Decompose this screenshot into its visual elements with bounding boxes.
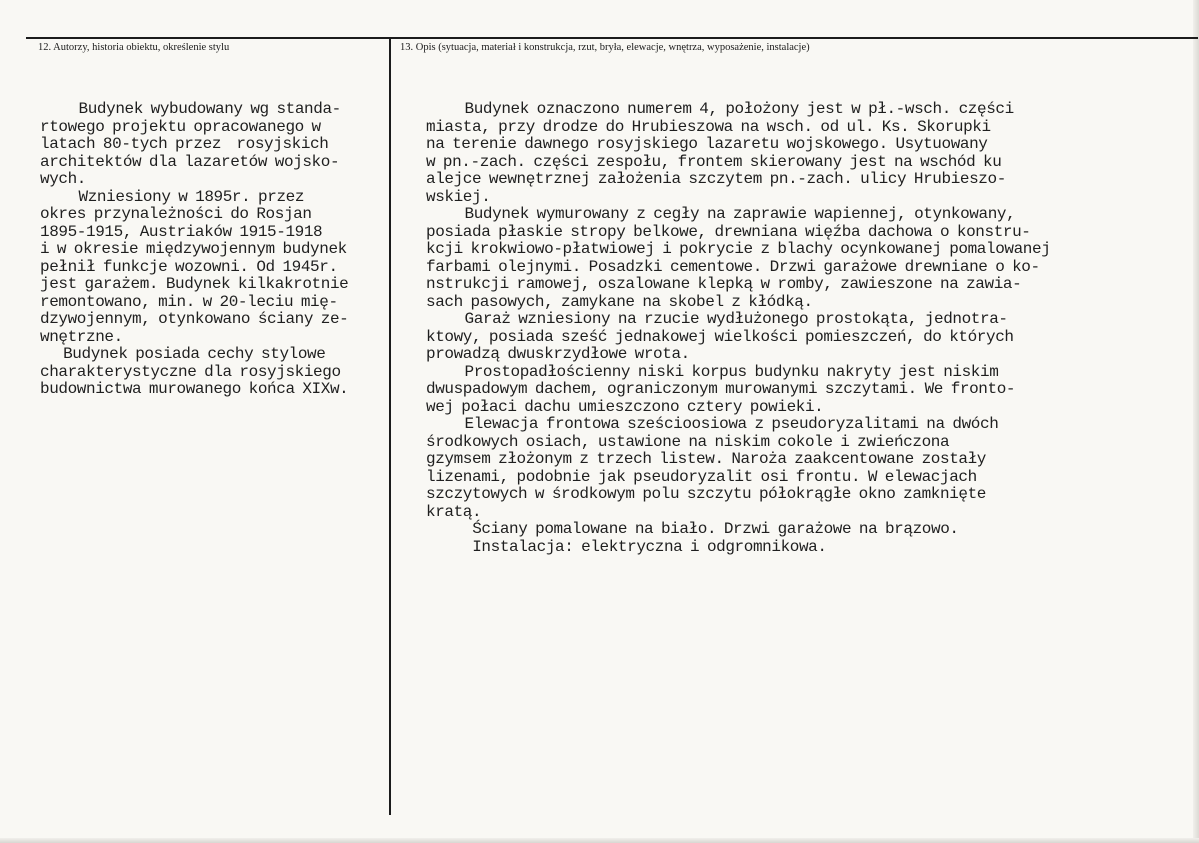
text-line: miasta, przy drodze do Hrubieszowa na wsch. od ul. Ks. Skorupki xyxy=(426,117,991,136)
text-line: farbami olejnymi. Posadzki cementowe. Drzwi garażowe drewniane o ko- xyxy=(426,257,1040,276)
text-line: wych. xyxy=(40,170,87,188)
text-line: Garaż wzniesiony na rzucie wydłużonego prostokąta, jednotra- xyxy=(426,310,1008,328)
text-line: Instalacja: elektryczna i odgromnikowa. xyxy=(426,537,827,556)
page-edge-bottom xyxy=(0,838,1199,843)
text-line: 1895-1915, Austriaków 1915-1918 xyxy=(40,222,323,241)
text-line: ktowy, posiada sześć jednakowej wielkości pomieszczeń, do których xyxy=(426,327,1014,346)
text-line: sach pasowych, zamykane na skobel z kłódką. xyxy=(426,292,813,311)
text-line: pełnił funkcje wozowni. Od 1945r. xyxy=(40,257,338,276)
text-line: latach 80-tych przez rosyjskich xyxy=(40,135,329,153)
text-line: Prostopadłościenny niski korpus budynku nakryty jest niskim xyxy=(426,362,999,381)
text-line: Ściany pomalowane na biało. Drzwi garażowe na brązowo. xyxy=(426,520,959,538)
text-line: jest garażem. Budynek kilkakrotnie xyxy=(40,275,349,293)
text-line: dwuspadowym dachem, ograniczonym murowanymi szczytami. We fronto- xyxy=(426,380,1016,398)
text-line: Budynek posiada cechy stylowe xyxy=(40,345,326,363)
text-line: wskiej. xyxy=(426,187,491,206)
text-line: na terenie dawnego rosyjskiego lazaretu wojskowego. Usytuowany xyxy=(426,135,988,153)
text-line: lizenami, podobnie jak pseudoryzalit osi frontu. W elewacjach xyxy=(426,467,977,486)
page-edge-right xyxy=(1193,0,1199,843)
text-line: prowadzą dwuskrzydłowe wrota. xyxy=(426,345,690,363)
text-line: Wzniesiony w 1895r. przez xyxy=(40,187,305,206)
text-line: rtowego projektu opracowanego w xyxy=(40,117,321,136)
history-text-column xyxy=(40,101,386,399)
text-line: Elewacja frontowa sześcioosiowa z pseudoryzalitami na dwóch xyxy=(426,415,999,433)
text-line: remontowano, min. w 20-leciu mię- xyxy=(40,292,338,311)
header-rule xyxy=(26,37,1198,39)
text-line: charakterystyczne dla rosyjskiego xyxy=(40,362,341,381)
section-12-header: 12. Autorzy, historia obiektu, określenie stylu xyxy=(38,42,230,53)
text-line: w pn.-zach. części zespołu, frontem skierowany jest na wschód ku xyxy=(426,152,1002,171)
text-line: szczytowych w środkowym polu szczytu półokrągłe okno zamknięte xyxy=(426,485,986,503)
text-line: posiada płaskie stropy belkowe, drewniana więźba dachowa o konstru- xyxy=(426,222,1031,241)
text-line: Budynek oznaczono numerem 4, położony jest w pł.-wsch. części xyxy=(426,100,1014,118)
text-line: wej połaci dachu umieszczono cztery powieki. xyxy=(426,397,824,416)
text-line: gzymsem złożonym z trzech listew. Naroża zaakcentowane zostały xyxy=(426,450,986,468)
description-text-column xyxy=(426,101,1186,556)
text-line: kcji krokwiowo-płatwiowej i pokrycie z blachy ocynkowanej pomalowanej xyxy=(426,240,1051,258)
text-line: dzywojennym, otynkowano ściany ze- xyxy=(40,310,349,328)
text-line: Budynek wybudowany wg standa- xyxy=(40,100,341,118)
text-line: nstrukcji ramowej, oszalowane klepką w romby, zawieszone na zawia- xyxy=(426,275,1022,293)
text-line: kratą. xyxy=(426,502,482,521)
text-line: środkowych osiach, ustawione na niskim cokole i zwieńczona xyxy=(426,432,950,451)
section-13-header: 13. Opis (sytuacja, materiał i konstrukcja, rzut, bryła, elewacje, wnętrza, wyposażenie, instalacje) xyxy=(400,42,810,53)
text-line: wnętrzne. xyxy=(40,327,123,346)
column-divider xyxy=(389,37,391,815)
text-line: architektów dla lazaretów wojsko- xyxy=(40,152,340,171)
text-line: alejce wewnętrznej założenia szczytem pn.-zach. ulicy Hrubieszo- xyxy=(426,170,1006,188)
text-line: i w okresie międzywojennym budynek xyxy=(40,240,347,258)
text-line: Budynek wymurowany z cegły na zaprawie wapiennej, otynkowany, xyxy=(426,205,1016,223)
text-line: budownictwa murowanego końca XIXw. xyxy=(40,380,349,398)
text-line: okres przynależności do Rosjan xyxy=(40,205,312,223)
